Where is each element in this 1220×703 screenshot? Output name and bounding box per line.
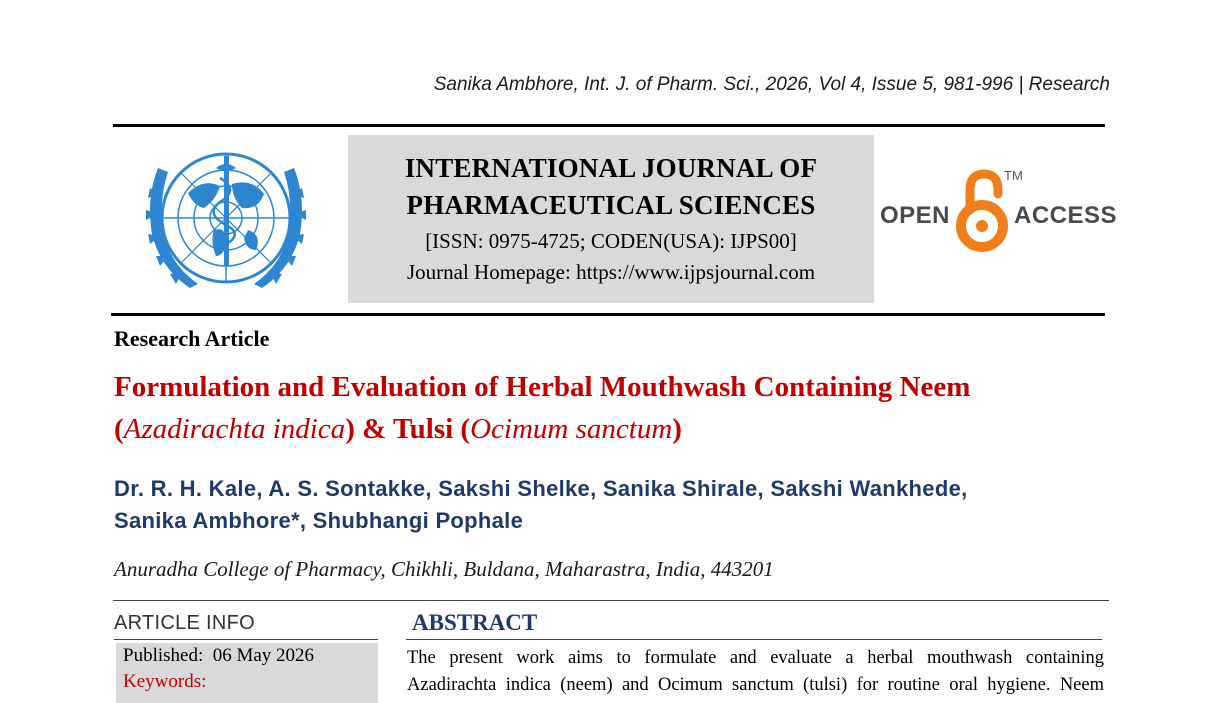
abstract-text: The present work aims to formulate and evaluate a herbal mouthwash containing Azadirachta indica (neem) and Ocimum sanctum (tulsi) for routine oral hygiene. Neem <box>407 648 1104 695</box>
header-top-rule <box>113 124 1105 127</box>
journal-homepage[interactable]: Journal Homepage: https://www.ijpsjournal.com <box>406 260 816 284</box>
article-type-label: Research Article <box>114 326 270 351</box>
article-info-underline <box>114 639 378 640</box>
header-bottom-rule <box>111 313 1105 316</box>
open-access-word-open: OPEN <box>880 202 951 229</box>
abstract-heading: ABSTRACT <box>412 610 538 635</box>
journal-masthead-box <box>348 135 874 303</box>
trademark-mark: TM <box>1004 168 1023 183</box>
journal-title: INTERNATIONAL JOURNAL OF PHARMACEUTICAL SCIENCES <box>404 153 818 220</box>
published-line: Published: 06 May 2026 <box>123 645 315 666</box>
un-emblem-logo <box>128 138 324 304</box>
open-access-logo <box>880 162 1118 258</box>
title-scientific-name-tulsi: Ocimum sanctum <box>470 413 673 445</box>
keywords-label: Keywords: <box>123 671 207 692</box>
abstract-underline <box>406 639 1102 640</box>
journal-issn: [ISSN: 0975-4725; CODEN(USA): IJPS00] <box>425 229 797 253</box>
running-head: Sanika Ambhore, Int. J. of Pharm. Sci., 2026, Vol 4, Issue 5, 981-996 | Research <box>433 74 1110 95</box>
open-access-word-access: ACCESS <box>1014 202 1118 229</box>
title-scientific-name-neem: Azadirachta indica <box>123 413 346 445</box>
article-info-heading: ARTICLE INFO <box>114 612 256 634</box>
section-divider <box>113 600 1109 601</box>
author-list: Dr. R. H. Kale, A. S. Sontakke, Sakshi Shelke, Sanika Shirale, Sakshi Wankhede, Sanika Ambhore*, Shubhangi Pophale <box>114 476 968 533</box>
article-info-box <box>116 643 378 703</box>
article-title: Formulation and Evaluation of Herbal Mouthwash Containing Neem (Azadirachta indica) & Tulsi (Ocimum sanctum) <box>114 371 971 445</box>
affiliation: Anuradha College of Pharmacy, Chikhli, Buldana, Maharastra, India, 443201 <box>114 557 774 581</box>
open-lock-icon <box>956 166 1008 252</box>
